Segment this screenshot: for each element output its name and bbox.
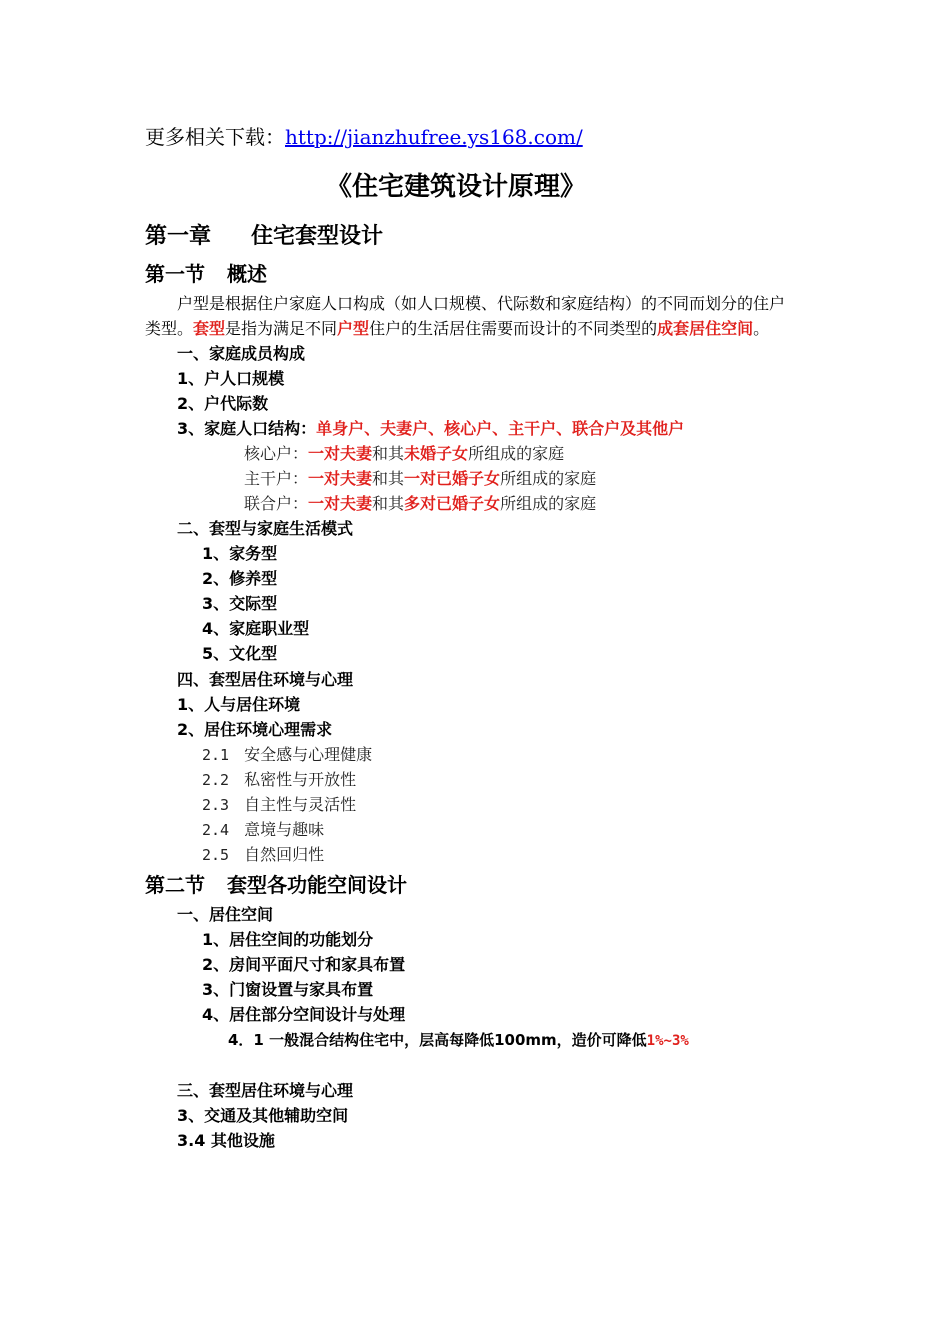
term-taoxing: 套型 [193,319,226,338]
need-text: 自主性与灵活性 [244,795,357,814]
cost-note [228,1029,689,1050]
def-core-suffix: 所组成的家庭 [468,444,565,463]
need-text: 安全感与心理健康 [244,745,373,764]
chapter-heading [145,219,383,250]
need-item [202,842,324,865]
outline-environment-2: 三、套型居住环境与心理 [177,1081,354,1100]
section-1-number: 第一节 [145,262,205,286]
intro-line-2 [145,316,769,339]
lifestyle-item: 2、修养型 [202,569,278,588]
download-link[interactable]: http://jianzhufree.ys168.com/ [285,125,583,149]
download-line [145,121,583,150]
need-item [202,742,372,765]
def-joint-suffix: 所组成的家庭 [500,494,597,513]
def-stem-suffix: 所组成的家庭 [500,469,597,488]
need-item [202,817,324,840]
intro-text-e: 住户的生活居住需要而设计的不同类型的 [369,319,658,338]
section-2-number: 第二节 [145,873,205,897]
outline-household-size: 1、户人口规模 [177,369,285,388]
def-stem-and: 和其 [372,469,405,488]
need-text: 意境与趣味 [244,820,325,839]
def-core-label: 核心户： [244,444,309,463]
living-space-item: 2、房间平面尺寸和家具布置 [202,955,406,974]
def-core-children: 未婚子女 [404,444,469,463]
lifestyle-item: 5、文化型 [202,644,278,663]
outline-living-space: 一、居住空间 [177,905,274,924]
outline-people-environment: 1、人与居住环境 [177,695,301,714]
def-stem-household [244,466,596,489]
section-2-heading [145,869,407,898]
term-huxing: 户型 [337,319,370,338]
need-text: 私密性与开放性 [244,770,357,789]
living-space-item: 3、门窗设置与家具布置 [202,980,374,999]
intro-text-c: 是指为满足不同 [225,319,338,338]
need-item [202,767,356,790]
outline-circulation: 3、交通及其他辅助空间 [177,1106,349,1125]
chapter-number: 第一章 [145,224,212,249]
def-joint-label: 联合户： [244,494,309,513]
need-item [202,792,356,815]
lifestyle-item: 3、交际型 [202,594,278,613]
def-joint-and: 和其 [372,494,405,513]
outline-family-structure [177,416,684,439]
family-structure-types: 单身户、夫妻户、核心户、主干户、联合户及其他户 [316,419,685,438]
need-number: 2.4 [202,821,230,839]
outline-lifestyle: 二、套型与家庭生活模式 [177,519,354,538]
family-structure-label: 3、家庭人口结构： [177,419,317,438]
def-joint-couple: 一对夫妻 [308,494,373,513]
need-text: 自然回归性 [244,845,325,864]
term-complete-space: 成套居住空间 [657,319,754,338]
need-number: 2.1 [202,746,230,764]
outline-psych-needs: 2、居住环境心理需求 [177,720,333,739]
document-title: 《住宅建筑设计原理》 [326,172,587,202]
def-stem-couple: 一对夫妻 [308,469,373,488]
section-1-title: 概述 [227,262,267,286]
intro-line-1: 户型是根据住户家庭人口构成（如人口规模、代际数和家庭结构）的不同而划分的住户 [177,294,786,313]
outline-environment: 四、套型居住环境与心理 [177,670,354,689]
download-label: 更多相关下载： [145,125,285,149]
def-stem-children: 一对已婚子女 [404,469,501,488]
need-number: 2.2 [202,771,230,789]
need-number: 2.5 [202,846,230,864]
def-stem-label: 主干户： [244,469,309,488]
living-space-item: 4、居住部分空间设计与处理 [202,1005,406,1024]
def-joint-household [244,491,596,514]
outline-other-facilities: 3.4 其他设施 [177,1131,275,1150]
cost-note-text: 4．1 一般混合结构住宅中，层高每降低100mm，造价可降低 [228,1031,647,1049]
section-1-heading [145,258,267,287]
cost-note-range: 1%~3% [646,1033,689,1049]
intro-text-a: 类型。 [145,319,194,338]
section-2-title: 套型各功能空间设计 [227,873,407,897]
outline-generations: 2、户代际数 [177,394,269,413]
def-core-couple: 一对夫妻 [308,444,373,463]
def-core-and: 和其 [372,444,405,463]
outline-family-members: 一、家庭成员构成 [177,344,306,363]
def-joint-children: 多对已婚子女 [404,494,501,513]
lifestyle-item: 1、家务型 [202,544,278,563]
need-number: 2.3 [202,796,230,814]
living-space-item: 1、居住空间的功能划分 [202,930,374,949]
lifestyle-item: 4、家庭职业型 [202,619,310,638]
intro-text-g: 。 [753,319,770,338]
chapter-title: 住宅套型设计 [251,224,384,249]
def-core-household [244,441,564,464]
